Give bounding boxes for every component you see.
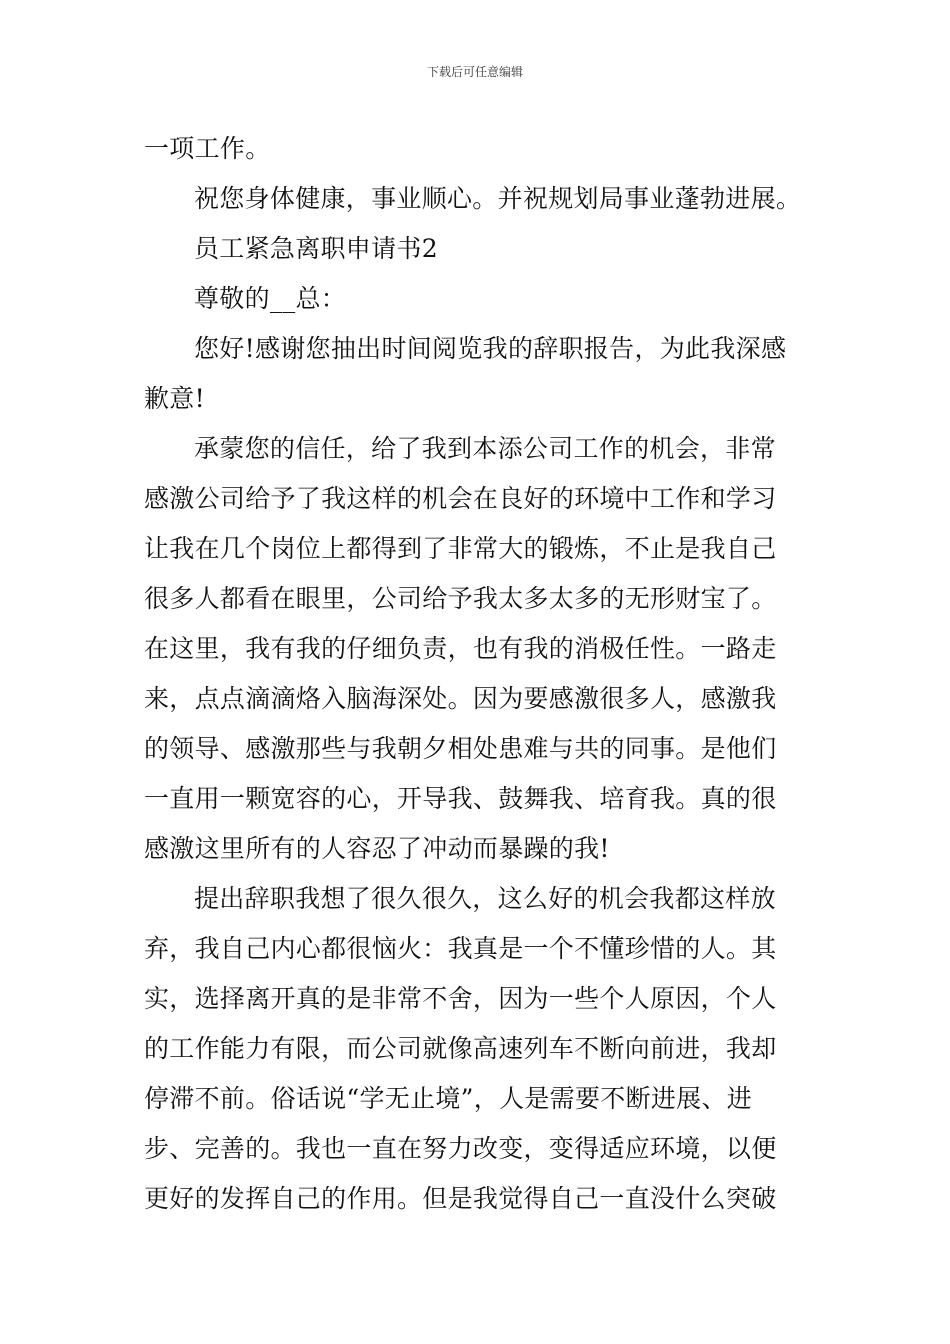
text-line: 来，点点滴滴烙入脑海深处。因为要感激很多人，感激我 [144,684,777,713]
text-line: 停滞不前。俗话说“学无止境”，人是需要不断进展、进 [144,1084,753,1113]
text-line: 的领导、感激那些与我朝夕相处患难与共的同事。是他们 [144,734,777,763]
text-line: 在这里，我有我的仔细负责，也有我的消极任性。一路走 [144,634,777,663]
salutation: 尊敬的__总： [194,284,347,313]
text-line: 您好!感谢您抽出时间阅览我的辞职报告，为此我深感 [194,334,787,363]
closing-wish: 祝您身体健康，事业顺心。并祝规划局事业蓬勃进展。 [194,184,802,213]
text-line: 实，选择离开真的是非常不舍，因为一些个人原因，个人 [144,984,777,1013]
text-line: 一项工作。 [144,134,271,163]
text-line: 承蒙您的信任，给了我到本添公司工作的机会，非常 [194,434,776,463]
text-line: 的工作能力有限，而公司就像高速列车不断向前进，我却 [144,1034,777,1063]
text-line: 步、完善的。我也一直在努力改变，变得适应环境，以便 [144,1134,777,1163]
text-line: 歉意! [144,384,205,413]
text-line: 弃，我自己内心都很恼火：我真是一个不懂珍惜的人。其 [144,934,777,963]
text-line: 感激这里所有的人容忍了冲动而暴躁的我! [144,834,610,863]
text-line: 感激公司给予了我这样的机会在良好的环境中工作和学习 [144,484,777,513]
text-line: 更好的发挥自己的作用。但是我觉得自己一直没什么突破 [144,1184,777,1213]
page-header-note: 下载后可任意编辑 [426,65,523,79]
text-line: 一直用一颗宽容的心，开导我、鼓舞我、培育我。真的很 [144,784,777,813]
text-line: 提出辞职我想了很久很久，这么好的机会我都这样放 [194,884,776,913]
section-title: 员工紧急离职申请书2 [194,234,438,263]
text-line: 很多人都看在眼里，公司给予我太多太多的无形财宝了。 [144,584,777,613]
text-line: 让我在几个岗位上都得到了非常大的锻炼，不止是我自己 [144,534,777,563]
